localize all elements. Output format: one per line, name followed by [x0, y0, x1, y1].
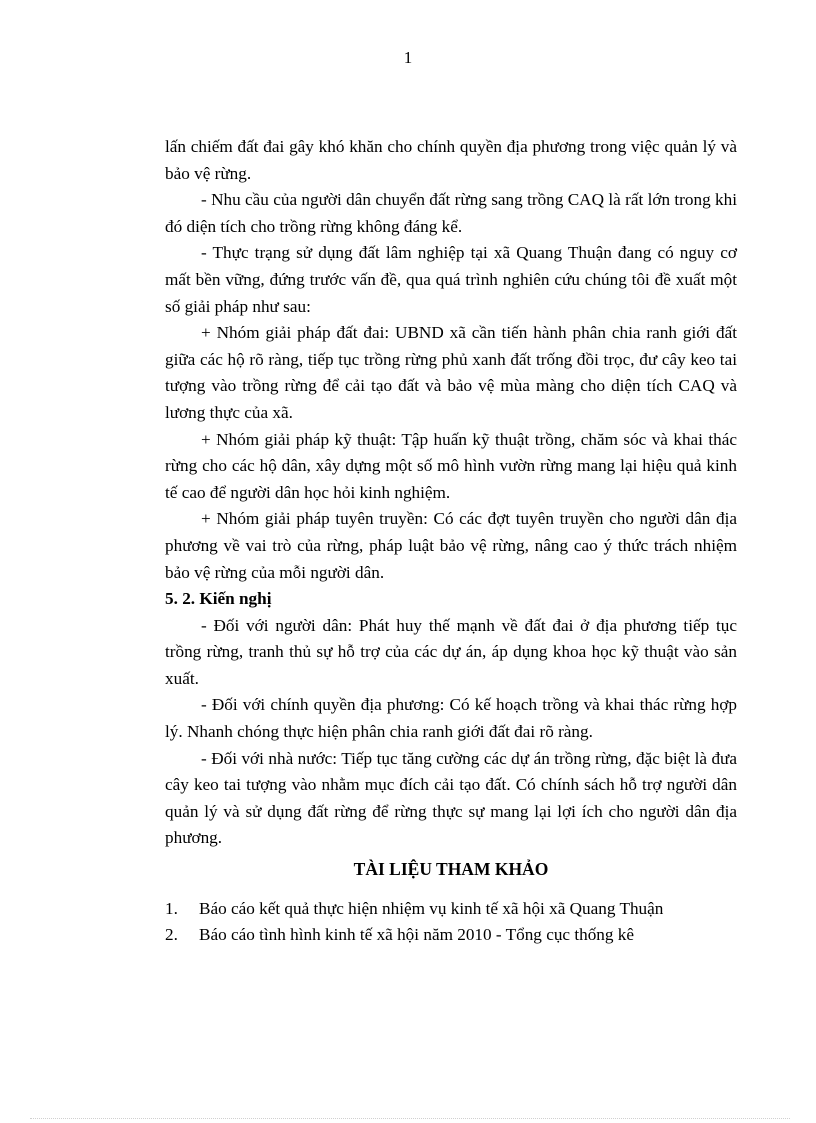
- reference-item: [165, 922, 737, 949]
- paragraph: - Nhu cầu của người dân chuyển đất rừng sang trồng CAQ là rất lớn trong khi đó diện tích cho trồng rừng không đáng kể.: [165, 190, 737, 236]
- paragraph: - Đối với chính quyền địa phương: Có kế hoạch trồng và khai thác rừng hợp lý. Nhanh chóng thực hiện phân chia ranh giới đất đai rõ ràng.: [165, 695, 737, 742]
- paragraph: - Đối với người dân: Phát huy thế mạnh về đất đai ở địa phương tiếp tục trồng rừng, tranh thủ sự hỗ trợ của các dự án, áp dụng khoa học kỹ thuật vào sản xuất.: [165, 615, 737, 688]
- page-number: 1: [403, 48, 413, 67]
- page-bottom-divider: [30, 1118, 790, 1119]
- reference-text: Báo cáo tình hình kinh tế xã hội năm 2010 - Tổng cục thống kê: [199, 925, 635, 945]
- reference-text: Báo cáo kết quả thực hiện nhiệm vụ kinh tế xã hội xã Quang Thuận: [199, 898, 664, 918]
- reference-item: [165, 896, 737, 923]
- paragraph: + Nhóm giải pháp kỹ thuật: Tập huấn kỹ thuật trồng, chăm sóc và khai thác rừng cho các hộ dân, xây dựng một số mô hình vườn rừng mang lại hiệu quả kinh tế cao để người dân học hỏi kinh nghiệm.: [165, 429, 737, 502]
- reference-number: 2.: [165, 925, 178, 945]
- document-body: [165, 134, 737, 949]
- section-heading: 5. 2. Kiến nghị: [165, 589, 272, 609]
- reference-number: 1.: [165, 898, 178, 918]
- paragraph: + Nhóm giải pháp đất đai: UBND xã cần tiến hành phân chia ranh giới đất giữa các hộ rõ ràng, tiếp tục trồng rừng phủ xanh đất trống đồi trọc, đư cây keo tai tượng vào trồng rừng để cải tạo đất và bảo vệ mùa màng cho diện tích CAQ và lương thực của xã.: [165, 323, 737, 422]
- paragraph: - Thực trạng sử dụng đất lâm nghiệp tại xã Quang Thuận đang có nguy cơ mất bền vững, đứng trước vấn đề, qua quá trình nghiên cứu chúng tôi đề xuất một số giải pháp như sau:: [165, 243, 737, 316]
- paragraph-continuation: lấn chiếm đất đai gây khó khăn cho chính quyền địa phương trong việc quản lý và bảo vệ rừng.: [165, 137, 737, 183]
- references-title: TÀI LIỆU THAM KHẢO: [353, 859, 549, 880]
- paragraph: + Nhóm giải pháp tuyên truyền: Có các đợt tuyên truyền cho người dân địa phương về vai trò của rừng, pháp luật bảo vệ rừng, nâng cao ý thức trách nhiệm bảo vệ rừng của mỗi người dân.: [165, 509, 737, 582]
- paragraph: - Đối với nhà nước: Tiếp tục tăng cường các dự án trồng rừng, đặc biệt là đưa cây keo tai tượng vào nhằm mục đích cải tạo đất. Có chính sách hỗ trợ người dân quản lý và sử dụng đất rừng để rừng thực sự mang lại lợi ích cho người dân địa phương.: [165, 748, 737, 848]
